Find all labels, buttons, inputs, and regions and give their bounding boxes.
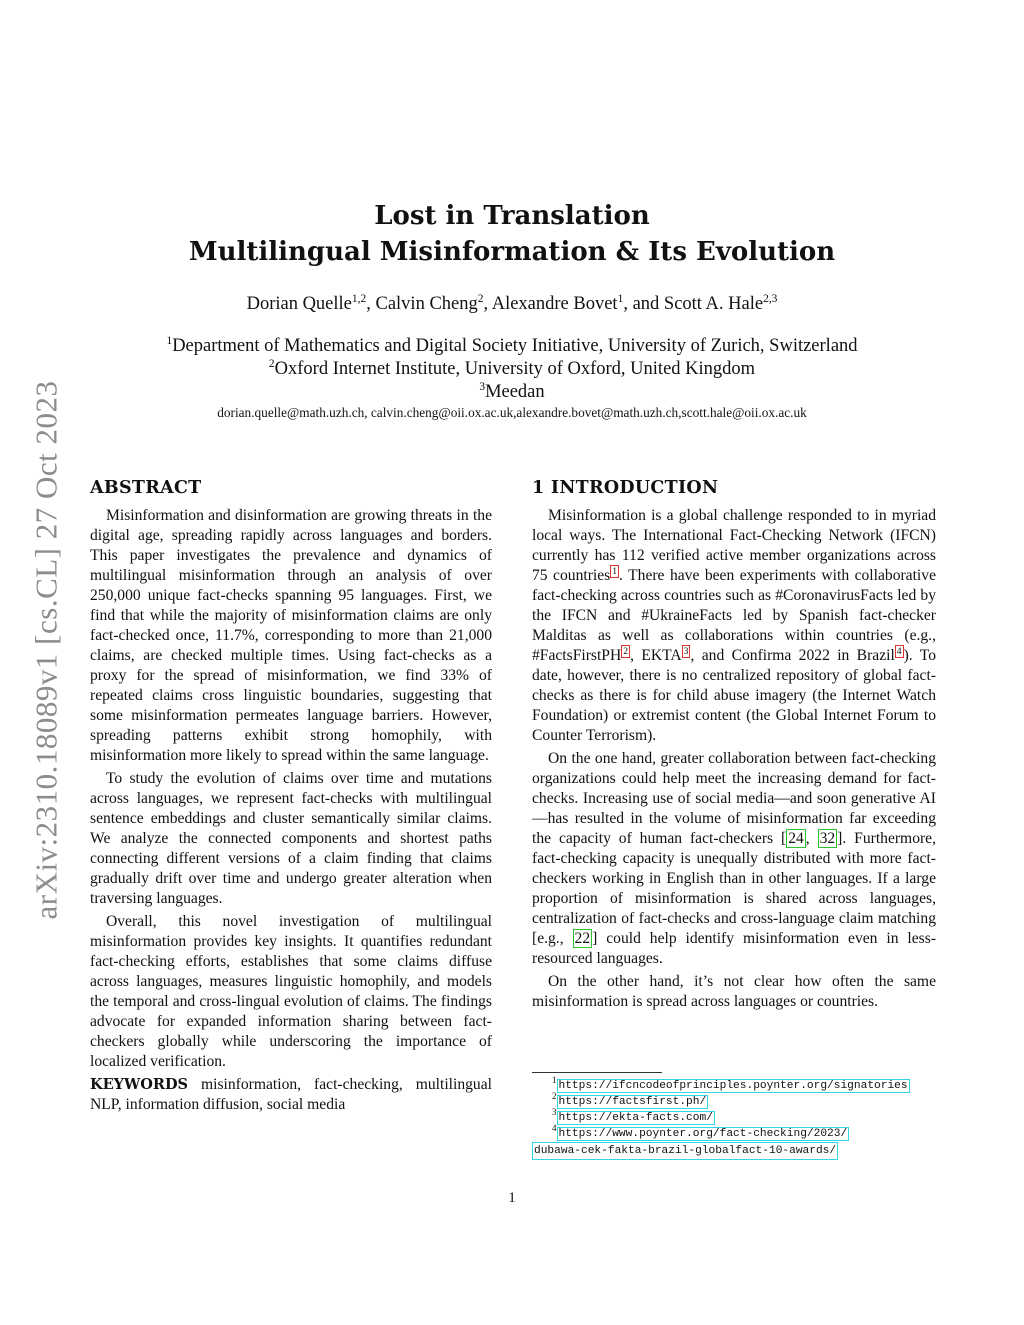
footnote-link-3[interactable]: 3 [683,645,689,657]
footnote-rule [532,1072,662,1073]
keywords-text: misinformation, fact-checking, multilingual NLP, information diffusion, social media [90,1076,492,1113]
footnote-link-1[interactable]: 1 [612,565,618,577]
author-name: , Alexandre Bovet [483,294,618,314]
footnote-continuation [532,1142,936,1160]
intro-text: , [805,830,818,847]
author-affil-sup: 1 [617,292,624,305]
footnote-number: 1 [552,1075,557,1086]
intro-text: Misinformation is a global challenge responded to in myriad local ways. The International Fact-Checking Network (IFCN) currently has 112 verified active member organizations across 75 countries [532,507,936,584]
footnote-url-link[interactable]: https://ekta-facts.com/ [558,1112,713,1124]
author-list [0,294,1024,315]
footnote-link-2[interactable]: 2 [623,645,629,657]
abstract-heading: ABSTRACT [90,478,202,498]
affiliation [0,336,1024,357]
intro-text: ] could help identify misinformation even in less-resourced languages. [532,930,936,967]
page-number: 1 [508,1190,516,1206]
footnote-url-link[interactable]: https://www.poynter.org/fact-checking/2023/ [558,1128,848,1140]
affiliation-text: Department of Mathematics and Digital Society Initiative, University of Zurich, Switzerland [172,336,858,356]
footnote-url-link-continued[interactable]: dubawa-cek-fakta-brazil-globalfact-10-awards/ [532,1142,838,1160]
footnote-number: 2 [552,1091,557,1102]
footnote-number: 3 [552,1107,557,1118]
footnote-url-link[interactable]: https://ifcncodeofprinciples.poynter.org/signatories [558,1080,908,1092]
introduction-column [532,478,936,1012]
abstract-paragraph: Misinformation and disinformation are growing threats in the digital age, spreading rapidly across languages and borders. This paper investigates the prevalence and dynamics of multilingual misinformation through an analysis of over 250,000 unique fact-checks spanning 95 languages. First, we find that while the majority of misinformation claims are only fact-checked once, 11.7%, corresponding to more than 21,000 claims, are checked multiple times. Using fact-checks as a proxy for the spread of misinformation, we find 33% of repeated claims cross linguistic boundaries, suggesting that some misinformation permeates language barriers. However, spreading patterns exhibit strong homophily, with misinformation more likely to spread within the same language. [90,507,492,764]
intro-paragraph: On the other hand, it’s not clear how often the same misinformation is spread across languages or countries. [532,973,936,1010]
affiliation-text: Meedan [485,382,545,402]
keywords-paragraph [90,1075,492,1115]
author-affil-sup: 1,2 [351,292,367,305]
footnote-number: 4 [552,1123,557,1134]
intro-text: ). To date, however, there is no centralized repository of global fact-checks as there is for child abuse imagery (the Internet Watch Foundation) or extremist content (the Global Internet Forum to Counter Terrorism). [532,647,936,744]
footnote-link-4[interactable]: 4 [896,645,902,657]
abstract-column [90,478,492,1115]
author-affil-sup: 2 [477,292,484,305]
affiliation-text: Oxford Internet Institute, University of Oxford, United Kingdom [274,359,756,379]
citation-link-22[interactable]: 22 [574,930,591,947]
footnote [532,1123,936,1142]
keywords-label: KEYWORDS [90,1076,189,1093]
citation-link-32[interactable]: 32 [819,830,836,847]
affiliation-sup: 1 [166,334,173,347]
intro-text: , EKTA [630,647,682,664]
author-affil-sup: 2,3 [763,292,778,305]
intro-paragraph [532,749,936,969]
intro-text: . There have been experiments with collaborative fact-checking across countries such as #CoronavirusFacts led by the IFCN and #UkraineFacts led by Spanish fact-checker Malditas as well as collaborations within countries (e.g., #FactsFirstPH [532,567,936,664]
footnote-url-link[interactable]: https://factsfirst.ph/ [558,1096,707,1108]
author-name: , and Scott A. Hale [623,294,764,314]
intro-paragraph [532,506,936,746]
footnote [532,1075,936,1094]
intro-text: ]. Furthermore, fact-checking capacity is unequally distributed with more fact-checkers working in English than in other languages. If a large proportion of misinformation is shared across languages, centralization of fact-checks and cross-language claim matching [e.g., [532,830,936,947]
footnotes [532,1072,936,1160]
paper-title-line-1: Lost in Translation [374,201,650,231]
affiliation-sup: 2 [268,357,275,370]
affiliation [0,382,1024,403]
intro-text: On the one hand, greater collaboration between fact-checking organizations could help meet the increasing demand for fact-checks. Increasing use of social media—and soon generative AI—has resulted in the volume of misinformation far exceeding the capacity of human fact-checkers [ [532,750,936,847]
arxiv-side-stamp [22,360,72,940]
affiliation [0,359,1024,380]
author-name: , Calvin Cheng [366,294,478,314]
affiliation-sup: 3 [479,380,486,393]
citation-link-24[interactable]: 24 [788,830,804,847]
arxiv-identifier: arXiv:2310.18089v1 [cs.CL] 27 Oct 2023 [29,380,65,920]
introduction-heading: 1 INTRODUCTION [532,478,719,498]
author-emails: dorian.quelle@math.uzh.ch, calvin.cheng@oii.ox.ac.uk,alexandre.bovet@math.uzh.ch,scott.hale@oii.ox.ac.uk [217,405,807,420]
footnote [532,1091,936,1110]
footnote [532,1107,936,1126]
author-name: Dorian Quelle [246,294,352,314]
abstract-paragraph: Overall, this novel investigation of multilingual misinformation provides key insights. It quantifies redundant fact-checking efforts, establishes that some claims diffuse across languages, measures linguistic homophily, and models the temporal and cross-lingual evolution of claims. The findings advocate for expanded information sharing between fact-checkers globally while underscoring the importance of localized verification. [90,913,492,1070]
paper-title-line-2: Multilingual Misinformation & Its Evolution [188,237,836,267]
abstract-paragraph: To study the evolution of claims over time and mutations across languages, we represent fact-checks with multilingual sentence embeddings and cluster semantically similar claims. We analyze the connected components and shortest paths connecting different versions of a claim finding that claims gradually drift over time and undergo greater alteration when traversing languages. [90,770,492,907]
intro-text: , and Confirma 2022 in Brazil [690,647,895,664]
